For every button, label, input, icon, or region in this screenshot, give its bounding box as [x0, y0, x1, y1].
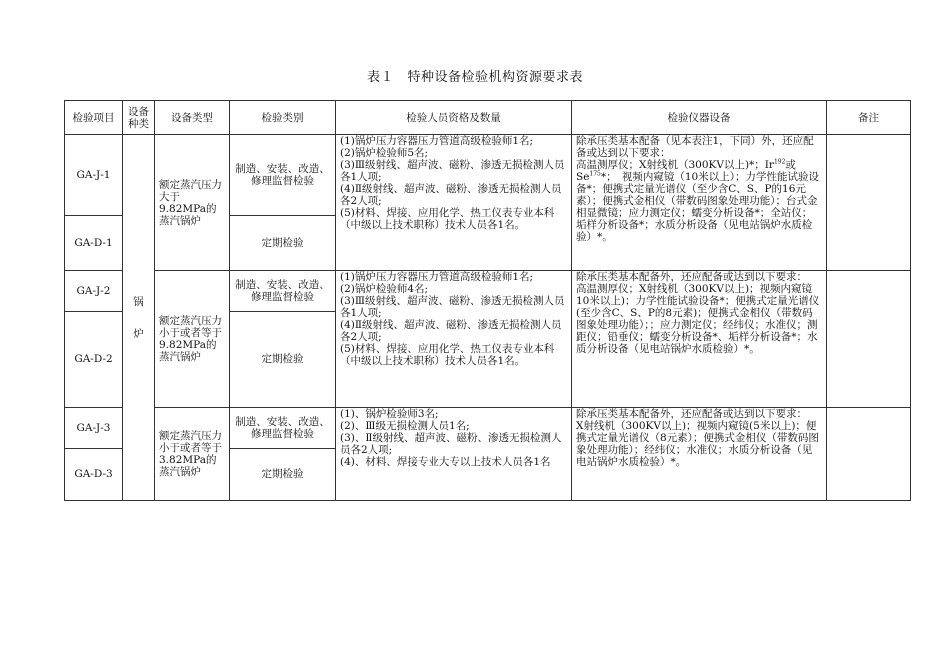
- item-code: GA-D-1: [65, 215, 123, 270]
- instrument-requirements: [572, 271, 827, 408]
- table-row: [65, 135, 911, 216]
- personnel-line: (3)Ⅲ级射线、超声波、磁粉、渗透无损检测人员各1人项;: [340, 295, 565, 320]
- isotope-superscript: 192: [773, 158, 786, 166]
- personnel-line: (3)Ⅲ级射线、超声波、磁粉、渗透无损检测人员各1人项;: [340, 159, 565, 184]
- instrument-line: 除承压类基本配备（见本表注1，下同）外，还应配备或达到以下要求：: [576, 135, 814, 160]
- isotope-superscript: 175: [589, 170, 601, 178]
- instrument-line: *； 视频内窥镜（10米以上）；力学性能试验设备*；便携式定量光谱仪（至少含C、S、P的16元素）；便携式金相仪（带数码图象处理功能）；台式金相显微镜；应力测定仪；蠕变分析设备*；全站仪；垢样分析设备*；水质分析设备（见电站锅炉水质检验）*。: [576, 171, 819, 244]
- table-title: 表１ 特种设备检验机构资源要求表: [366, 70, 583, 85]
- personnel-line: (4)Ⅱ级射线、超声波、磁粉、渗透无损检测人员各2人项;: [340, 183, 562, 208]
- personnel-requirements: [336, 271, 572, 408]
- instrument-line: X射线机（300KV以上)；视频内窥镜(5米以上)；便携式定量光谱仪（8元素）；便携式金相仪（带数码图象处理功能）；经纬仪；水准仪；水质分析设备（见电站锅炉水质检验）*。: [576, 420, 819, 469]
- header-equip-kind: 设备种类: [123, 101, 155, 135]
- instrument-line: 高温测厚仪；X射线机（300KV以上)*；Ir: [576, 159, 774, 172]
- personnel-line: (1)锅炉压力容器压力管道高级检验师1名;: [340, 135, 534, 148]
- item-code: GA-J-1: [65, 135, 123, 216]
- item-code: GA-J-2: [65, 271, 123, 311]
- remarks-cell: [827, 135, 911, 271]
- boiler-char-1: 锅: [133, 295, 144, 308]
- inspection-category: 定期检验: [230, 311, 336, 408]
- item-code: GA-D-2: [65, 311, 123, 408]
- header-insp-cat: 检验类别: [230, 101, 336, 135]
- inspection-category: 制造、安装、改造、修理监督检验: [230, 135, 336, 216]
- equip-kind-boiler: [123, 135, 155, 501]
- header-instruments: 检验仪器设备: [572, 101, 827, 135]
- inspection-category: 制造、安装、改造、修理监督检验: [230, 408, 336, 448]
- equip-type: 额定蒸汽压力小于或者等于3.82MPa的蒸汽锅炉: [155, 408, 230, 501]
- boiler-char-2: 炉: [133, 327, 144, 340]
- item-code: GA-D-3: [65, 448, 123, 500]
- personnel-line: (3)、Ⅱ级射线、超声波、磁粉、渗透无损检测人员各2人项;: [340, 432, 562, 457]
- instrument-line: 除承压类基本配备外，还应配备或达到以下要求：: [576, 408, 807, 421]
- instrument-requirements: [572, 408, 827, 501]
- personnel-requirements: [336, 135, 572, 271]
- resource-requirements-table: [64, 100, 911, 501]
- header-row: [65, 101, 911, 135]
- remarks-cell: [827, 408, 911, 501]
- header-item: 检验项目: [65, 101, 123, 135]
- inspection-category: 定期检验: [230, 448, 336, 500]
- remarks-cell: [827, 271, 911, 408]
- personnel-line: (5)材料、焊接、应用化学、热工仪表专业本科（中级以上技术职称）技术人员各1名。: [340, 207, 555, 232]
- equip-type: 额定蒸汽压力大于9.82MPa的蒸汽锅炉: [155, 135, 230, 271]
- item-code: GA-J-3: [65, 408, 123, 448]
- inspection-category: 定期检验: [230, 215, 336, 270]
- personnel-line: (2)、Ⅲ级无损检测人员1名;: [340, 420, 470, 433]
- table-row: [65, 271, 911, 311]
- personnel-line: (2)锅炉检验师5名;: [340, 147, 429, 160]
- equip-type: 额定蒸汽压力小于或者等于9.82MPa的蒸汽锅炉: [155, 271, 230, 408]
- instrument-line: 或Se: [576, 159, 796, 184]
- personnel-line: (4)、材料、焊接专业大专以上技术人员各1名: [340, 456, 551, 469]
- inspection-category: 制造、安装、改造、修理监督检验: [230, 271, 336, 311]
- personnel-line: (1)、锅炉检验师3名;: [340, 408, 439, 421]
- header-personnel: 检验人员资格及数量: [336, 101, 572, 135]
- header-equip-type: 设备类型: [155, 101, 230, 135]
- personnel-line: (5)材料、焊接、应用化学、热工仪表专业本科（中级以上技术职称）技术人员各1名。: [340, 343, 555, 368]
- table-row: [65, 408, 911, 448]
- instrument-requirements: [572, 135, 827, 271]
- personnel-requirements: [336, 408, 572, 501]
- personnel-line: (4)Ⅱ级射线、超声波、磁粉、渗透无损检测人员各2人项;: [340, 319, 562, 344]
- personnel-line: (1)锅炉压力容器压力管道高级检验师1名;: [340, 271, 534, 284]
- personnel-line: (2)锅炉检验师4名;: [340, 283, 429, 296]
- instrument-line: 高温测厚仪；X射线机（300KV以上)；视频内窥镜10米以上)；力学性能试验设备*；便携式定量光谱仪(至少含C、S、P的8元素)；便携式金相仪（带数码图象处理功能）；；应力测定仪；经纬仪；水准仪；测距仪；铅垂仪；蠕变分析设备*、垢样分析设备*；水质分析设备（见电站锅炉水质检验）*。: [576, 283, 820, 356]
- instrument-line: 除承压类基本配备外，还应配备或达到以下要求：: [576, 271, 807, 284]
- header-remarks: 备注: [827, 101, 911, 135]
